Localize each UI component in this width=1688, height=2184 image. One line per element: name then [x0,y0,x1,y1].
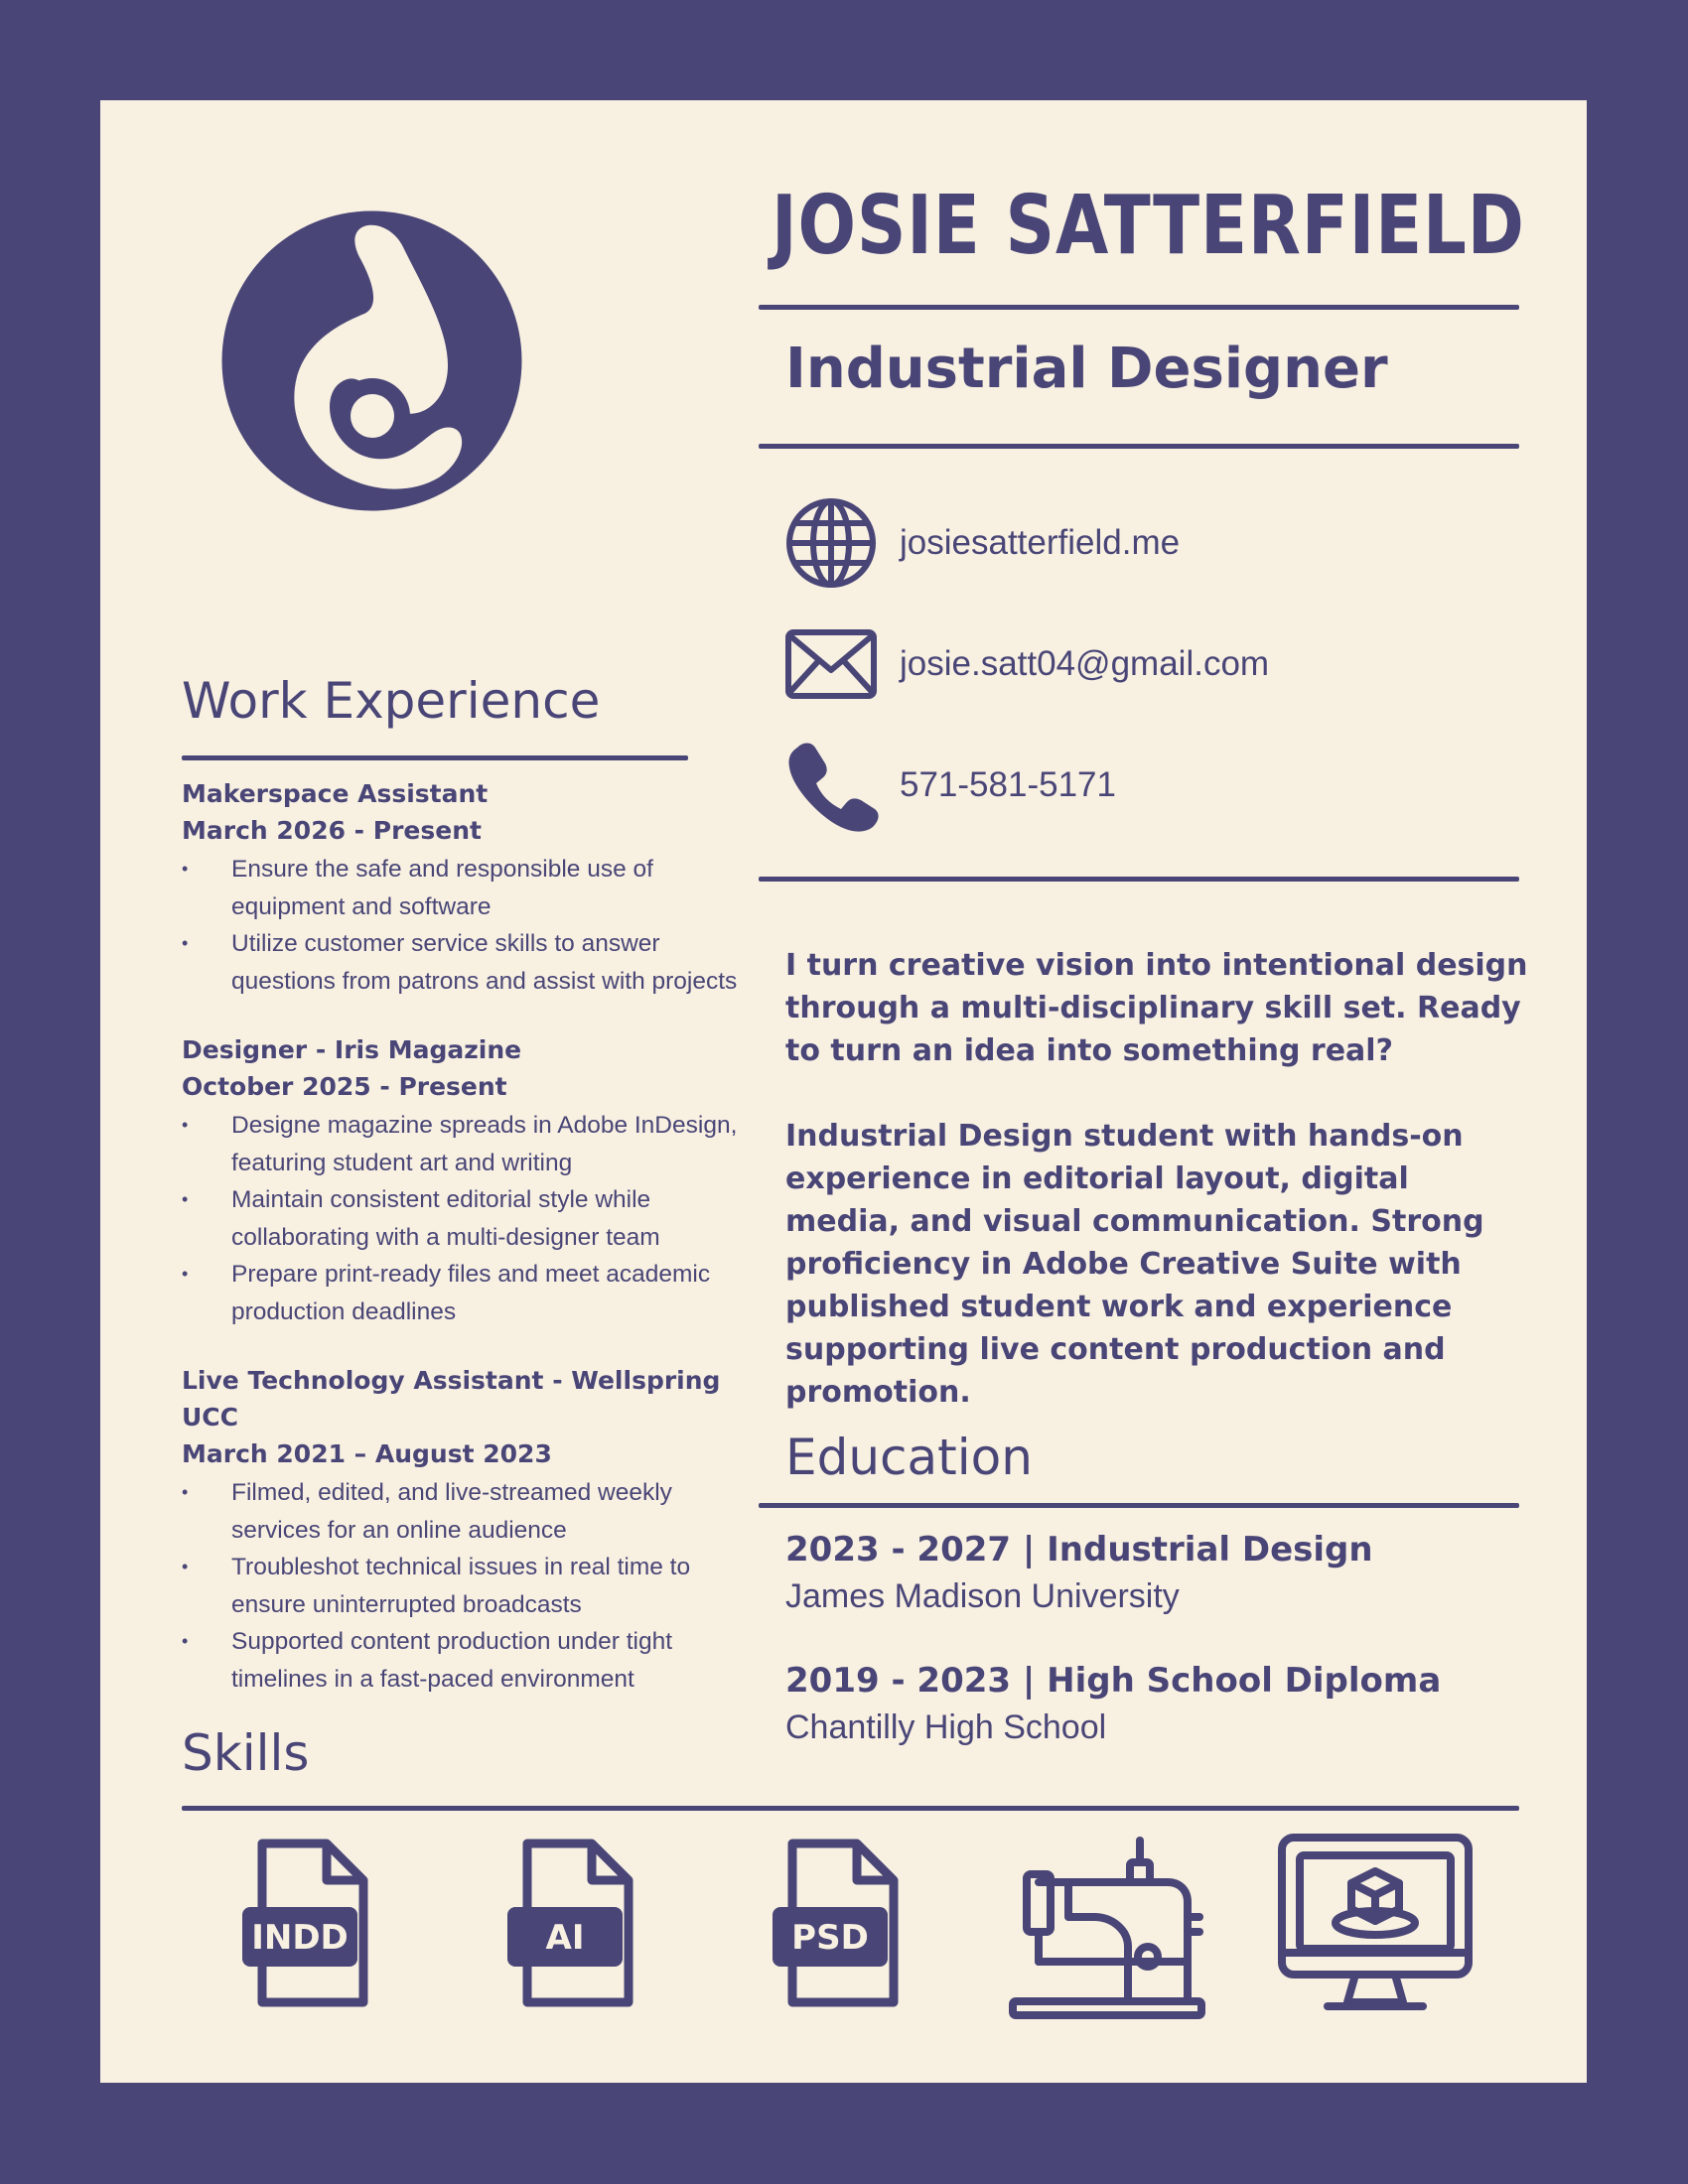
education-degree: 2023 - 2027 | Industrial Design [785,1530,1373,1570]
job-entry [182,1362,738,1698]
website-text: josiesatterfield.me [900,523,1181,562]
contact-website[interactable] [783,493,1180,593]
education-school: Chantilly High School [785,1708,1107,1746]
education-entry [785,1661,1540,1747]
summary-profile: Industrial Design student with hands-on experience in editorial layout, digital media, and visual communication. Strong proficiency in Adobe Creative Suite with published student work and experience supporting live content production and promotion. [785,1119,1484,1410]
job-bullet: • Maintain consistent editorial style while collaborating with a multi-designer team [182,1181,738,1256]
resume-page [100,100,1587,2083]
contact-phone[interactable] [783,736,1116,835]
skill-label: PSD [791,1918,869,1958]
job-bullet: • Designe magazine spreads in Adobe InDesign, featuring student art and writing [182,1107,738,1181]
job-bullet: • Prepare print-ready files and meet academic production deadlines [182,1256,738,1330]
personal-logo [220,209,523,512]
divider [759,1503,1519,1508]
summary [785,944,1530,1414]
job-title: Designer - Iris Magazine [182,1035,522,1064]
phone-icon [783,738,879,833]
globe-icon [783,495,879,591]
candidate-name: JOSIE SATTERFIELD [772,179,1525,273]
job-bullet: • Filmed, edited, and live-streamed weekly services for an online audience [182,1474,738,1549]
job-entry [182,1031,738,1330]
divider [759,444,1519,449]
job-bullet: • Supported content production under tight timelines in a fast-paced environment [182,1623,738,1698]
phone-text: 571-581-5171 [900,765,1116,804]
skill-label: INDD [251,1918,349,1958]
divider [182,755,688,760]
job-entry [182,775,738,1000]
job-title: Makerspace Assistant [182,779,489,808]
skills-heading: Skills [182,1724,310,1782]
job-bullet: • Troubleshot technical issues in real time to ensure uninterrupted broadcasts [182,1549,738,1623]
job-dates: March 2026 - Present [182,816,482,845]
job-bullet: • Utilize customer service skills to answer questions from patrons and assist with projects [182,925,738,1000]
education-degree: 2019 - 2023 | High School Diploma [785,1661,1442,1701]
skill-label: AI [545,1918,585,1958]
sewing-machine-icon [1009,1833,1207,2021]
divider [759,877,1519,882]
job-dates: March 2021 – August 2023 [182,1439,552,1468]
contact-email[interactable] [783,614,1269,714]
job-title: Live Technology Assistant - Wellspring UCC [182,1366,721,1432]
divider [759,305,1519,310]
education-heading: Education [785,1429,1033,1486]
indd-file-icon [242,1836,381,2014]
education-entry [785,1530,1540,1616]
job-dates: October 2025 - Present [182,1072,507,1101]
job-bullet: • Ensure the safe and responsible use of equipment and software [182,851,738,925]
work-experience-list [182,775,738,1729]
job-title: Industrial Designer [785,337,1388,401]
divider [182,1806,1519,1811]
education-school: James Madison University [785,1577,1180,1615]
email-text: josie.satt04@gmail.com [900,644,1270,683]
mail-icon [783,616,879,712]
summary-intro: I turn creative vision into intentional design through a multi-disciplinary skill set. Ready to turn an idea into something real? [785,948,1528,1068]
ai-file-icon [507,1836,646,2014]
3d-modeling-monitor-icon [1276,1832,1475,2020]
work-experience-heading: Work Experience [182,672,601,730]
psd-file-icon [773,1836,912,2014]
